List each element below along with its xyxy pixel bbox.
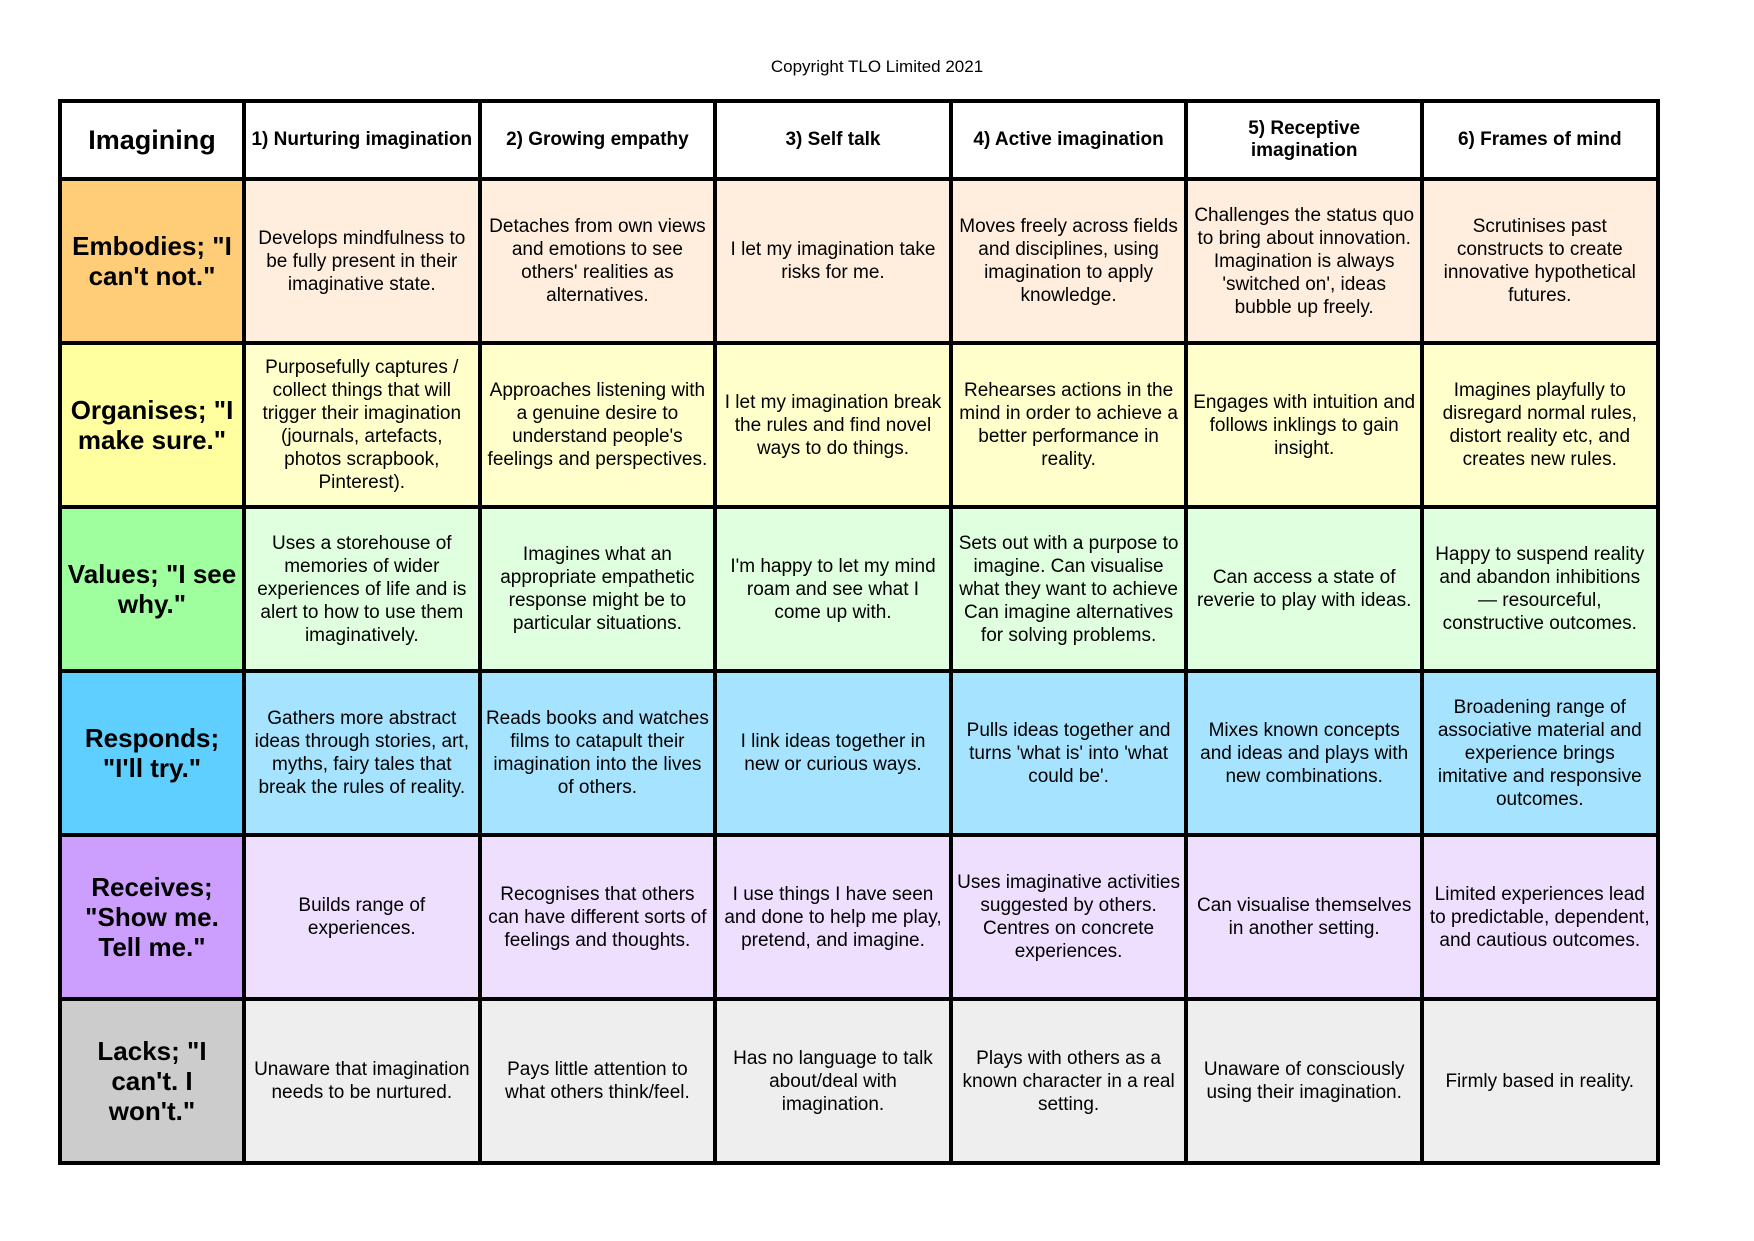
column-header-nurturing-imagination: 1) Nurturing imagination	[244, 101, 480, 179]
level-label-responds: Responds; "I'll try."	[60, 671, 244, 835]
table-cell: Moves freely across fields and disciplines, using imagination to apply knowledge.	[951, 179, 1187, 343]
table-cell: Sets out with a purpose to imagine. Can visualise what they want to achieve Can imagine alternatives for solving problems.	[951, 507, 1187, 671]
table-cell: Approaches listening with a genuine desire to understand people's feelings and perspectives.	[480, 343, 716, 507]
table-cell: Uses a storehouse of memories of wider experiences of life and is alert to how to use them imaginatively.	[244, 507, 480, 671]
table-cell: Detaches from own views and emotions to see others' realities as alternatives.	[480, 179, 716, 343]
column-header-self-talk: 3) Self talk	[715, 101, 951, 179]
column-header-frames-of-mind: 6) Frames of mind	[1422, 101, 1658, 179]
table-cell: Builds range of experiences.	[244, 835, 480, 999]
table-cell: Reads books and watches films to catapult their imagination into the lives of others.	[480, 671, 716, 835]
column-header-active-imagination: 4) Active imagination	[951, 101, 1187, 179]
level-label-embodies: Embodies; "I can't not."	[60, 179, 244, 343]
table-cell: Happy to suspend reality and abandon inhibitions — resourceful, constructive outcomes.	[1422, 507, 1658, 671]
table-cell: Uses imaginative activities suggested by others. Centres on concrete experiences.	[951, 835, 1187, 999]
table-cell: Can visualise themselves in another setting.	[1186, 835, 1422, 999]
table-cell: Mixes known concepts and ideas and plays with new combinations.	[1186, 671, 1422, 835]
table-cell: Recognises that others can have different sorts of feelings and thoughts.	[480, 835, 716, 999]
level-label-values: Values; "I see why."	[60, 507, 244, 671]
table-title: Imagining	[60, 101, 244, 179]
table-cell: Gathers more abstract ideas through stories, art, myths, fairy tales that break the rules of reality.	[244, 671, 480, 835]
table-cell: Pays little attention to what others think/feel.	[480, 999, 716, 1163]
level-row-embodies	[60, 179, 1658, 343]
table-cell: Firmly based in reality.	[1422, 999, 1658, 1163]
header-row	[60, 101, 1658, 179]
table-cell: Purposefully captures / collect things that will trigger their imagination (journals, artefacts, photos scrapbook, Pinterest).	[244, 343, 480, 507]
column-header-growing-empathy: 2) Growing empathy	[480, 101, 716, 179]
table-cell: I let my imagination break the rules and find novel ways to do things.	[715, 343, 951, 507]
table-cell: Imagines playfully to disregard normal rules, distort reality etc, and creates new rules.	[1422, 343, 1658, 507]
table-cell: I let my imagination take risks for me.	[715, 179, 951, 343]
table-cell: Unaware of consciously using their imagination.	[1186, 999, 1422, 1163]
table-cell: I'm happy to let my mind roam and see what I come up with.	[715, 507, 951, 671]
level-row-organises	[60, 343, 1658, 507]
table-cell: Broadening range of associative material and experience brings imitative and responsive outcomes.	[1422, 671, 1658, 835]
table-cell: Has no language to talk about/deal with imagination.	[715, 999, 951, 1163]
level-label-organises: Organises; "I make sure."	[60, 343, 244, 507]
level-label-receives: Receives; "Show me. Tell me."	[60, 835, 244, 999]
table-cell: I use things I have seen and done to help me play, pretend, and imagine.	[715, 835, 951, 999]
table-cell: Plays with others as a known character in a real setting.	[951, 999, 1187, 1163]
column-header-receptive-imagination: 5) Receptive imagination	[1186, 101, 1422, 179]
table-cell: Engages with intuition and follows inklings to gain insight.	[1186, 343, 1422, 507]
imagining-rubric-table	[58, 99, 1660, 1165]
table-cell: Develops mindfulness to be fully present in their imaginative state.	[244, 179, 480, 343]
level-label-lacks: Lacks; "I can't. I won't."	[60, 999, 244, 1163]
copyright-notice: Copyright TLO Limited 2021	[770, 57, 984, 76]
level-row-lacks	[60, 999, 1658, 1163]
level-row-receives	[60, 835, 1658, 999]
table-cell: Unaware that imagination needs to be nurtured.	[244, 999, 480, 1163]
table-cell: Rehearses actions in the mind in order to achieve a better performance in reality.	[951, 343, 1187, 507]
table-cell: Challenges the status quo to bring about innovation. Imagination is always 'switched on', ideas bubble up freely.	[1186, 179, 1422, 343]
table-cell: Pulls ideas together and turns 'what is' into 'what could be'.	[951, 671, 1187, 835]
table-cell: Scrutinises past constructs to create innovative hypothetical futures.	[1422, 179, 1658, 343]
table-cell: I link ideas together in new or curious ways.	[715, 671, 951, 835]
table-cell: Imagines what an appropriate empathetic response might be to particular situations.	[480, 507, 716, 671]
level-row-values	[60, 507, 1658, 671]
table-cell: Limited experiences lead to predictable, dependent, and cautious outcomes.	[1422, 835, 1658, 999]
level-row-responds	[60, 671, 1658, 835]
table-cell: Can access a state of reverie to play with ideas.	[1186, 507, 1422, 671]
